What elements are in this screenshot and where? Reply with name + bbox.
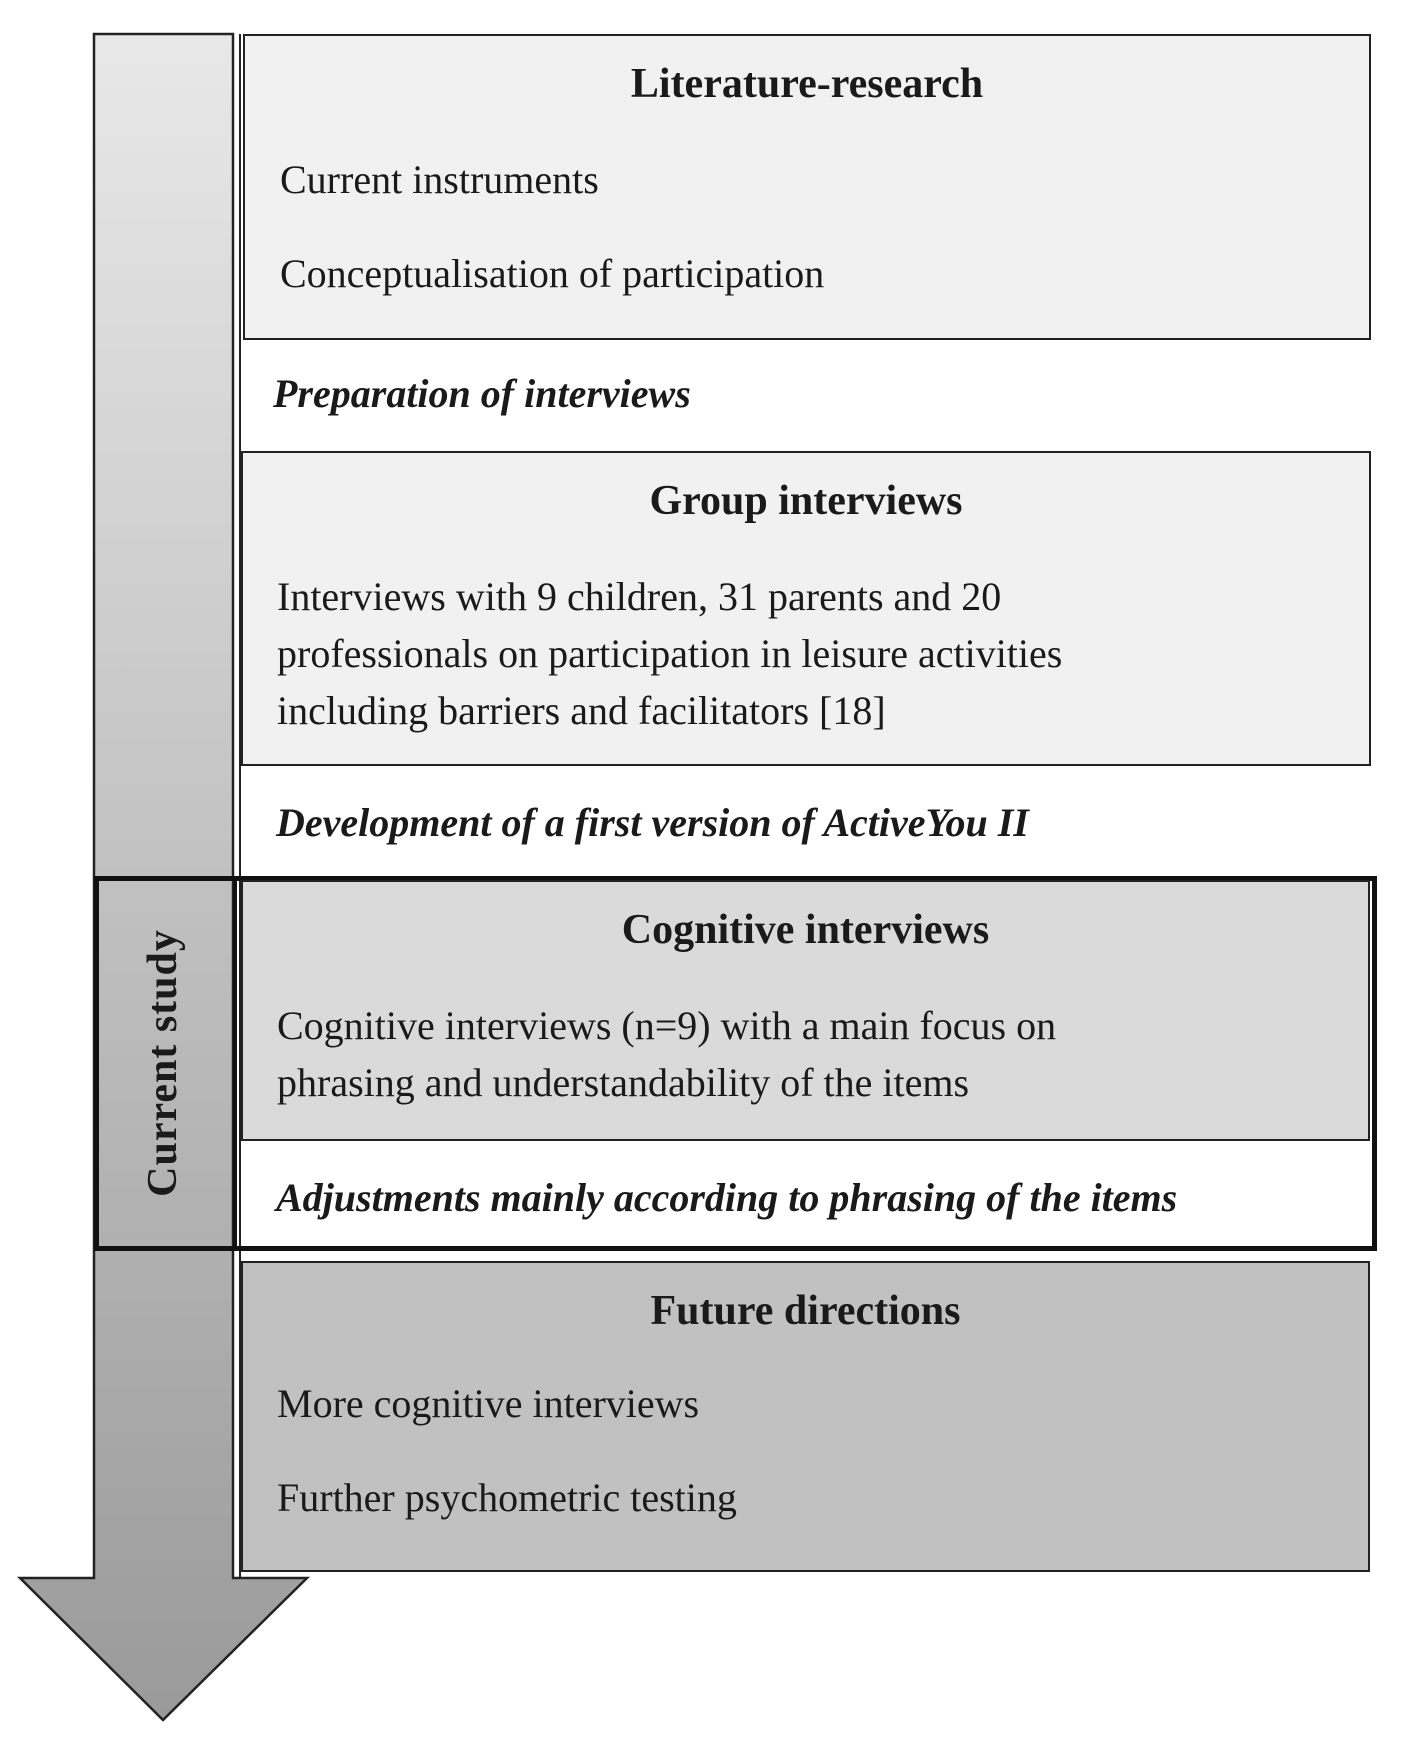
- current-study-label: Current study: [140, 929, 186, 1197]
- future-item-more-cognitive: More cognitive interviews: [277, 1381, 700, 1426]
- group-interviews-box: [241, 451, 1371, 766]
- step-adjustments-phrasing: Adjustments mainly according to phrasing of the items: [276, 1175, 1178, 1220]
- step-development-first-version: Development of a first version of ActiveYou II: [276, 800, 1029, 845]
- cognitive-interviews-box: [241, 880, 1370, 1141]
- future-directions-box: [241, 1261, 1370, 1572]
- literature-item-conceptualisation: Conceptualisation of participation: [280, 251, 825, 296]
- literature-item-instruments: Current instruments: [280, 157, 599, 202]
- current-study-divider: [233, 876, 237, 1251]
- step-preparation-of-interviews: Preparation of interviews: [273, 371, 691, 416]
- group-interviews-line-3: including barriers and facilitators [18]: [277, 688, 886, 733]
- cognitive-interviews-line-1: Cognitive interviews (n=9) with a main focus on: [277, 1003, 1057, 1048]
- future-item-psychometric: Further psychometric testing: [277, 1475, 737, 1520]
- group-interviews-line-2: professionals on participation in leisure activities: [277, 631, 1063, 676]
- cognitive-interviews-line-2: phrasing and understandability of the items: [277, 1060, 970, 1105]
- literature-research-box: [243, 34, 1371, 340]
- group-interviews-title: Group interviews: [649, 478, 963, 524]
- cognitive-interviews-title: Cognitive interviews: [621, 907, 990, 953]
- future-directions-title: Future directions: [650, 1288, 961, 1334]
- group-interviews-line-1: Interviews with 9 children, 31 parents and 20: [277, 574, 1002, 619]
- literature-research-title: Literature-research: [630, 61, 984, 107]
